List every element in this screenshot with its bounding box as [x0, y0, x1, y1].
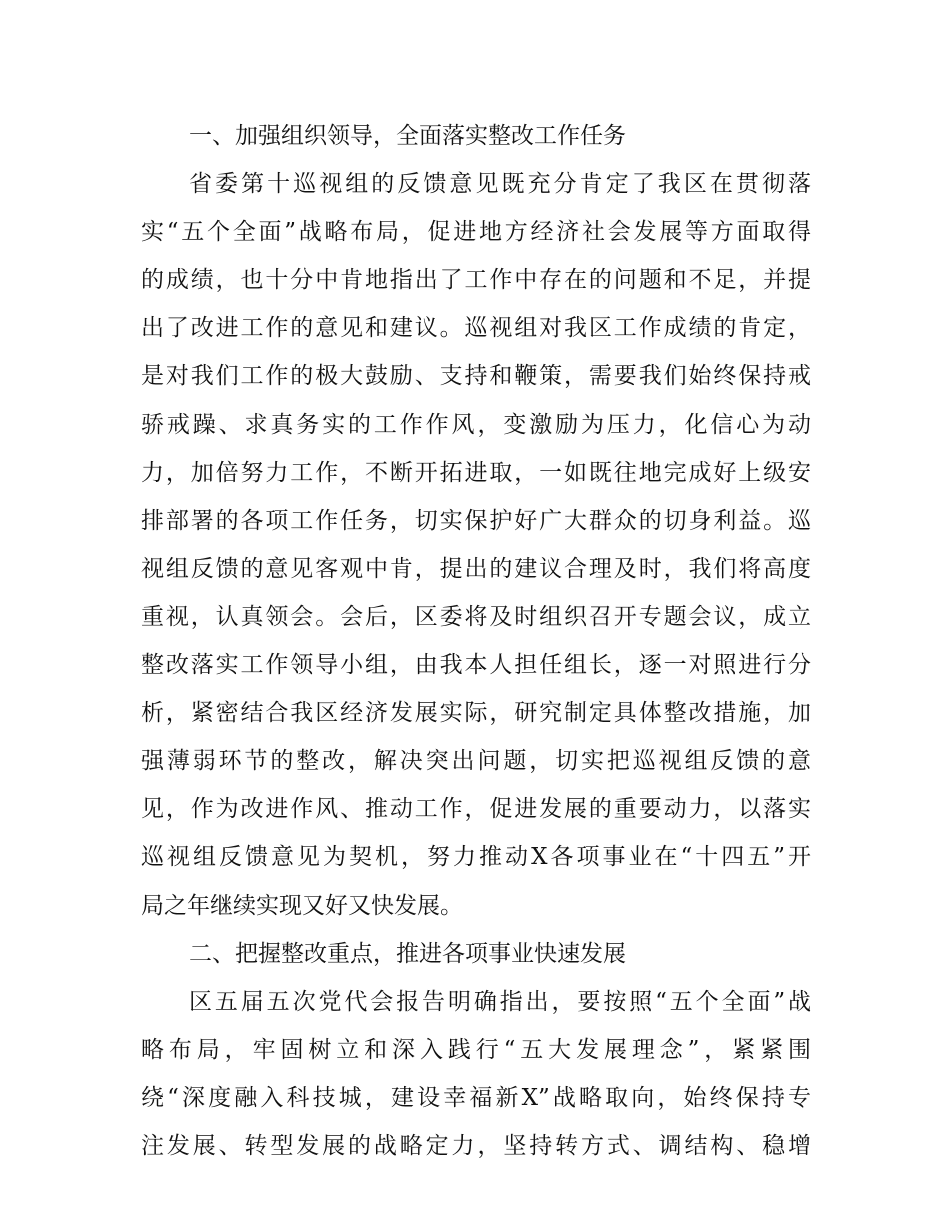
paragraph-line: 注发展、转型发展的战略定力，坚持转方式、调结构、稳增: [141, 1132, 811, 1159]
paragraph-line: 是对我们工作的极大鼓励、支持和鞭策，需要我们始终保持戒: [141, 363, 811, 390]
paragraph-1: [141, 160, 811, 930]
paragraph-line: 视组反馈的意见客观中肯，提出的建议合理及时，我们将高度: [141, 555, 811, 582]
paragraph-line: 强薄弱环节的整改，解决突出问题，切实把巡视组反馈的意: [141, 748, 811, 775]
section-heading-1: 一、加强组织领导，全面落实整改工作任务: [189, 123, 626, 149]
paragraph-line: 力，加倍努力工作，不断开拓进取，一如既往地完成好上级安: [141, 459, 811, 486]
section-heading-2: 二、把握整改重点，推进各项事业快速发展: [189, 940, 626, 967]
paragraph-line: 局之年继续实现又好又快发展。: [141, 892, 463, 919]
paragraph-line: 的成绩，也十分中肯地指出了工作中存在的问题和不足，并提: [141, 267, 811, 294]
paragraph-line: 重视，认真领会。会后，区委将及时组织召开专题会议，成立: [141, 603, 811, 630]
paragraph-line: 巡视组反馈意见为契机，努力推动X各项事业在“十四五”开: [141, 844, 811, 871]
paragraph-line: 省委第十巡视组的反馈意见既充分肯定了我区在贯彻落: [189, 171, 811, 198]
paragraph-line: 整改落实工作领导小组，由我本人担任组长，逐一对照进行分: [141, 652, 811, 679]
paragraph-line: 出了改进工作的意见和建议。巡视组对我区工作成绩的肯定，: [141, 315, 811, 342]
paragraph-line: 区五届五次党代会报告明确指出，要按照“五个全面”战: [189, 988, 811, 1015]
paragraph-line: 实“五个全面”战略布局，促进地方经济社会发展等方面取得: [141, 219, 811, 246]
paragraph-line: 见，作为改进作风、推动工作，促进发展的重要动力，以落实: [141, 796, 811, 823]
paragraph-line: 排部署的各项工作任务，切实保护好广大群众的切身利益。巡: [141, 507, 811, 534]
paragraph-line: 析，紧密结合我区经济发展实际，研究制定具体整改措施，加: [141, 700, 811, 727]
paragraph-line: 略布局，牢固树立和深入践行“五大发展理念”，紧紧围: [141, 1036, 811, 1063]
paragraph-2: [141, 978, 811, 1170]
paragraph-line: 绕“深度融入科技城，建设幸福新X”战略取向，始终保持专: [141, 1084, 811, 1111]
paragraph-line: 骄戒躁、求真务实的工作作风，变激励为压力，化信心为动: [141, 411, 811, 438]
document-body: [141, 112, 811, 1170]
